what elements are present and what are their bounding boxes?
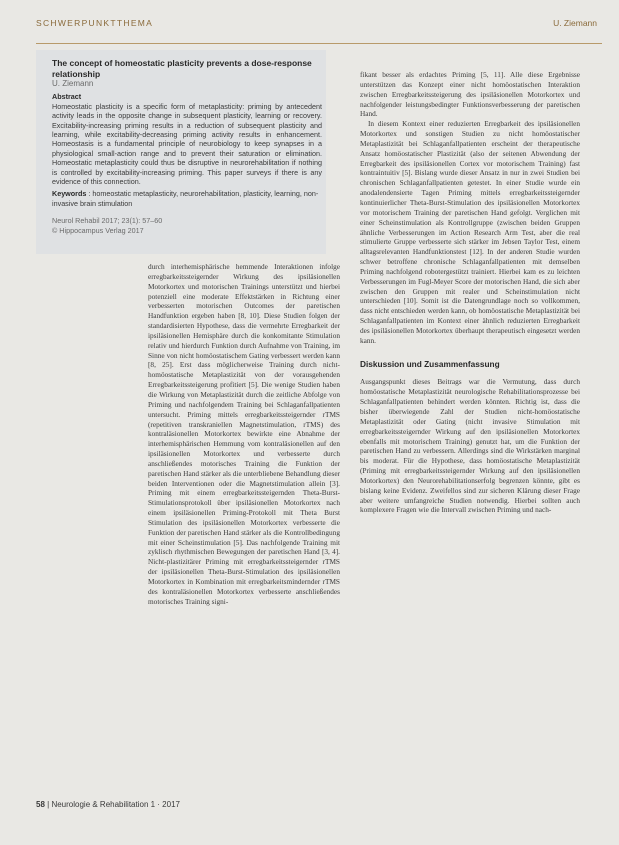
right-paragraph: fikant besser als erdachtes Priming [5, 11]. Alle diese Ergebnisse unterstützen das Konzept einer nicht homöostatischen Interaktion zwischen Erregbarkeitssteigerung des ipsiläsionellen Motorkortex und nachfolgender leistungsbedingter Funktionsverbesserung der paretischen Hand. — [360, 70, 580, 119]
left-paragraph: durch interhemisphärische hemmende Interaktionen infolge erregbarkeitssteigernder Wirkung des ipsiläsionellen Motorkortex und motorischen Trainings unterstützt und hierbei potenziell eine moderate Effektstärken in Richtung einer verbesserten motorischen Outcomes der paretischen Handfunktion ergeben haben [8, 10]. Diese Studien folgen der standardisierten Hypothese, dass die vermehrte Erregbarkeit der ipsiläsionellen Hemisphäre durch die konkomitante Stimulation relativ und hierdurch Funktion durch Aufnahme von Training, im Sinne von nicht homöostatischem Gating verbessert werden kann [8, 25]. Erst dass möglicherweise Training durch nicht-homöostatische Metaplastizität von der vorausgehenden Erregbarkeitssteigerung profitiert [5]. Die wenige Studien haben die Wirkung von Metaplastizität durch die zeitliche Abfolge von Priming und nachfolgendem Training bei Schlaganfallpatienten untersucht. Priming mittels erregbarkeitssteigernder rTMS (repetitiven transkraniellen Magnetstimulation, rTMS) des kontraläsionellen Motorkortex bewirkte eine Abnahme der interhemisphärischen Hemmung vom kontraläsionellen auf den ipsiläsionellen Motorkortex und verbesserte durch anschließendes motorisches Training die Funktion der paretischen Hand stärker als die unterbliebene Behandlung dieser beiden Interventionen oder die Magnetstimulation allein [3]. Priming mit einem erregbarkeitssteigernden Theta-Burst-Stimulationsprotokoll über ipsiläsionellen Motorkortex nach einem ipsiläsionellen Priming-Protokoll mit Theta Burst Stimulation des ipsiläsionellen Motorkortex verbesserte die Funktion der paretischen Hand stärker als die Kontrollbedingung mit einer Scheinstimulation [5]. Das nachfolgende Training mit zyklisch rhythmischen Bewegungen der paretischen Hand [3, 4]. Nicht-plastizitärer Priming mit erregbarkeitssteigernder rTMS der ipsiläsionellen Theta-Burst-Stimulation des ipsiläsionellen Motorkortex in Kombination mit erregbarkeitsmindernder rTMS des kontraläsionellen Motorkortex verbesserte anschließendes motorisches Training signi- — [148, 262, 340, 606]
running-author: U. Ziemann — [553, 18, 597, 28]
header-rule — [36, 43, 602, 44]
abstract-body: Homeostatic plasticity is a specific form of metaplasticity: priming by antecedent activity leads in the opposite change in subsequent plasticity, learning or recovery. Excitability-increasing priming results in a reduction of subsequent plasticity and learning, while excitability-decreasing priming activity results in enhancement. Homeostasis is a fundamental principle of neurobiology to keep synapses in a physiological small-action range and to prevent their saturation or elimination. Homeostatic metaplasticity could thus be disruptive in neurorehabilitation if nothing is controlled by excitability-increasing priming. This paper surveys if there is any evidence of this connection. — [52, 101, 322, 187]
publisher-notice: © Hippocampus Verlag 2017 — [52, 225, 144, 235]
left-column — [148, 262, 340, 607]
page-number: 58 — [36, 800, 45, 809]
section-heading: Diskussion und Zusammenfassung — [360, 358, 500, 369]
right-paragraph: Ausgangspunkt dieses Beitrags war die Vermutung, dass durch homöostatische Metaplastizität neurologische Rehabilitationsprozesse bei Schlaganfallpatienten behindert werden könnten. Richtig ist, dass die bisher überwiegende Zahl der Studien nicht-homöostatische Metaplastizität oder Gating (nicht invasive Stimulation mit erregbarkeitssteigernder Wirkung auf den ipsiläsionellen Motorkortex ebenfalls mit motorischem Training) genutzt hat, um die Funktion der paretischen Hand zu verbessern. Allerdings sind die Wirkstärken marginal bis moderat. Für die Hypothese, dass homöostatische Metaplastizität (Priming mit erregbarkeitssteigernder Wirkung auf den ipsiläsionellen Motorkortex) den Neurorehabilitationserfolg begrenzen könnte, gibt es bislang keine Evidenz. Zweifellos sind zur sicheren Klärung dieser Frage aber weitere umfangreiche Studien notwendig. Hierbei sollten auch komplexere Fragen wie die Intervall zwischen Priming und nach- — [360, 377, 580, 515]
running-header — [12, 18, 607, 30]
section-label: SCHWERPUNKTTHEMA — [36, 18, 154, 28]
abstract-content — [52, 58, 322, 235]
journal-name: Neurologie & Rehabilitation 1 · 2017 — [51, 800, 180, 809]
keywords: Keywords : homeostatic metaplasticity, neurorehabilitation, plasticity, learning, non-invasive brain stimulation — [52, 189, 319, 208]
page-footer: 58 | Neurologie & Rehabilitation 1 · 2017 — [36, 800, 180, 809]
keywords-text: homeostatic metaplasticity, neurorehabilitation, plasticity, learning, non-invasive brain stimulation — [52, 189, 319, 208]
keywords-label: Keywords — [52, 189, 87, 199]
abstract-author: U. Ziemann — [52, 79, 94, 88]
english-title: The concept of homeostatic plasticity prevents a dose-response relationship — [52, 58, 312, 79]
citation: Neurol Rehabil 2017; 23(1): 57–60 — [52, 216, 163, 226]
right-paragraph: In diesem Kontext einer reduzierten Erregbarkeit des ipsiläsionellen Motorkortex und sonstigen Studien zu nicht homöostatischer Metaplastizität bei Schlaganfallpatienten erscheint der therapeutische Ansatz homöostatischer Plastizität (also der seitenen Abwendung der Erregbarkeit des ipsiläsionellen Cortex vor motorischem Training) fast kontraintuitiv [5]. Bislang wurde dieser Ansatz in nur in zwei Studien bei chronischen Schlaganfallpatienten getestet. In einer Studie wurde ein anodalendensierte Tagen Priming mittels erregbarkeitssteigernder kontinuierlicher Theta-Burst-Stimulation des ipsiläsionellen Motorkortex vor motorischem Training der paretischen Hand gefolgt. Verglichen mit einer Scheinstimulation als Kontrollgruppe (zwischen beiden Gruppen ähnliche Verbesserungen im Action Research Arm Test, aber die real stimulierte Gruppe verbesserte sich stärker im Jebsen Taylor Test, einem alltagsrelevanten Handfunktionstest [12]. In der anderen Studie wurden schwer betroffene chronische Schlaganfallpatienten mit demselben Priming nachfolgend robotergestützt trainiert. Hierbei kam es zu leichten Verbesserungen im Fugl-Meyer Score der motorischen Hand, die sich aber zwischen den Gruppen mit realer und Scheinstimulation nicht unterschieden [10]. Somit ist die Datengrundlage noch so vollkommen, dass nicht entschieden werden kann, ob homöostatische Metaplastizität bei Schlaganfallpatienten im Kontext einer ähnlich reduzierten Erregbarkeit des ipsiläsionellen Motorkortex überhaupt therapeutisch eingesetzt werden kann. — [360, 119, 580, 345]
abstract-heading: Abstract — [52, 92, 82, 102]
right-column — [360, 70, 580, 515]
